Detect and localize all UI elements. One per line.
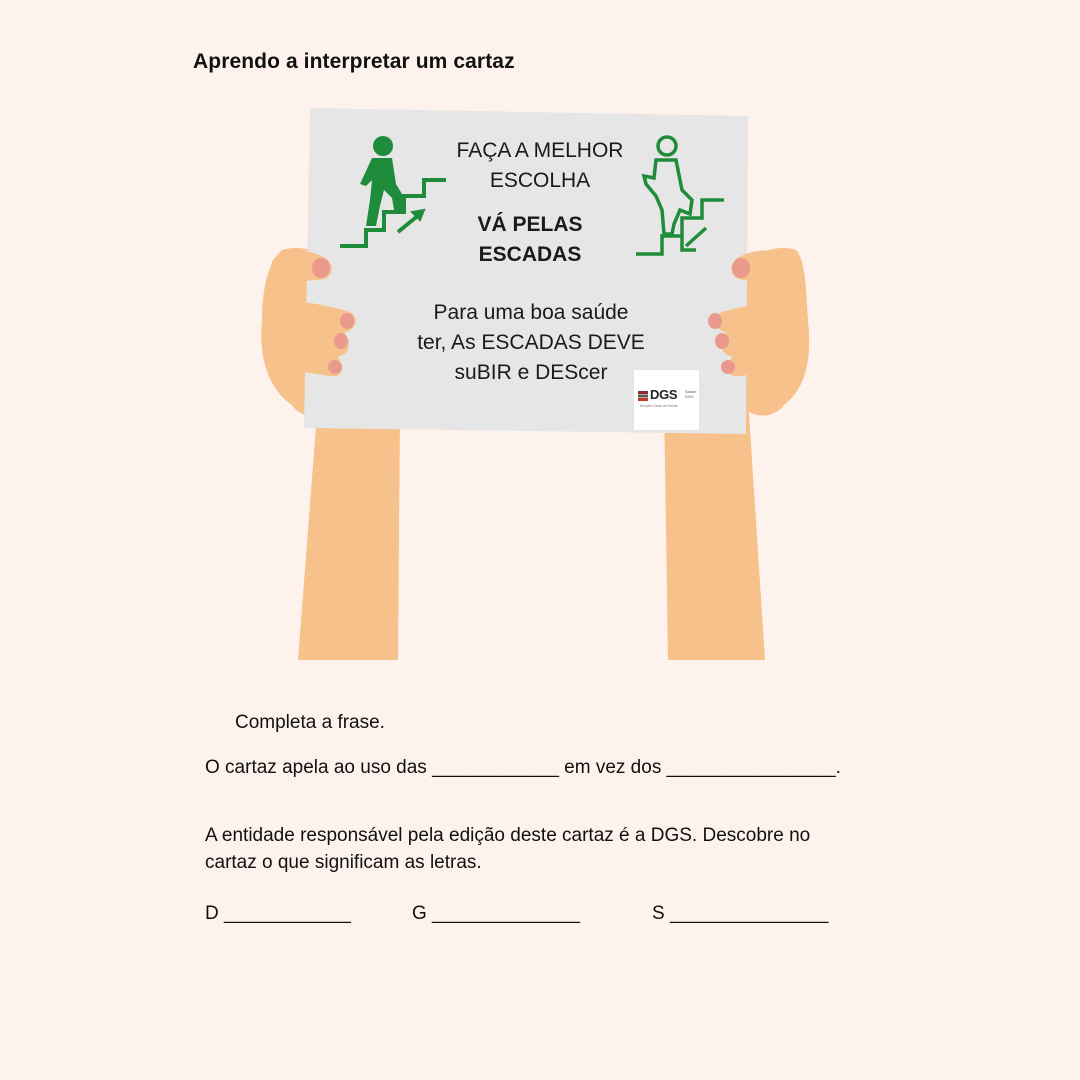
left-forearm <box>298 400 400 660</box>
dgs-logo-tag-line-1: Saúde <box>685 389 697 394</box>
poster-body-line-3: suBIR e DEScer <box>454 361 608 384</box>
dgs-logo-subtitle: Direção-Geral da Saúde <box>640 404 678 408</box>
page-title: Aprendo a interpretar um cartaz <box>193 50 515 73</box>
poster-call-to-action <box>440 210 620 270</box>
poster-headline-line-2: ESCOLHA <box>489 169 591 192</box>
left-finger-nail-2 <box>334 333 348 349</box>
poster-headline <box>420 136 660 196</box>
letter-g-blank: G ______________ <box>412 903 580 924</box>
right-finger-nail-3 <box>721 360 735 374</box>
right-forearm <box>664 398 765 660</box>
dgs-logo <box>634 370 699 430</box>
dgs-logo-letters: DGS <box>650 387 678 402</box>
poster-cta-line-1: VÁ PELAS <box>477 213 583 236</box>
dgs-logo-tag-line-2: DGS <box>685 394 694 399</box>
poster-body-line-2: ter, As ESCADAS DEVE <box>417 331 645 354</box>
right-thumb-nail <box>732 258 750 278</box>
entity-question: A entidade responsável pela edição deste cartaz é a DGS. Descobre no cartaz o que significam as letras. <box>205 825 811 873</box>
poster-body-text <box>395 298 667 388</box>
right-finger-nail-2 <box>715 333 729 349</box>
poster-headline-line-1: FAÇA A MELHOR <box>456 139 624 162</box>
fill-blank-sentence: O cartaz apela ao uso das ____________ em vez dos ________________. <box>205 757 841 778</box>
dgs-logo-tag <box>685 389 697 399</box>
letter-s-blank: S _______________ <box>652 903 829 924</box>
exercise-instruction: Completa a frase. <box>235 712 385 733</box>
left-thumb-nail <box>312 258 330 278</box>
poster-cta-line-2: ESCADAS <box>478 243 582 266</box>
dgs-emblem-icon <box>638 391 648 401</box>
poster-body-line-1: Para uma boa saúde <box>433 301 629 324</box>
left-finger-nail-1 <box>340 313 354 329</box>
right-finger-nail-1 <box>708 313 722 329</box>
letter-d-blank: D ____________ <box>205 903 351 924</box>
left-finger-nail-3 <box>328 360 342 374</box>
